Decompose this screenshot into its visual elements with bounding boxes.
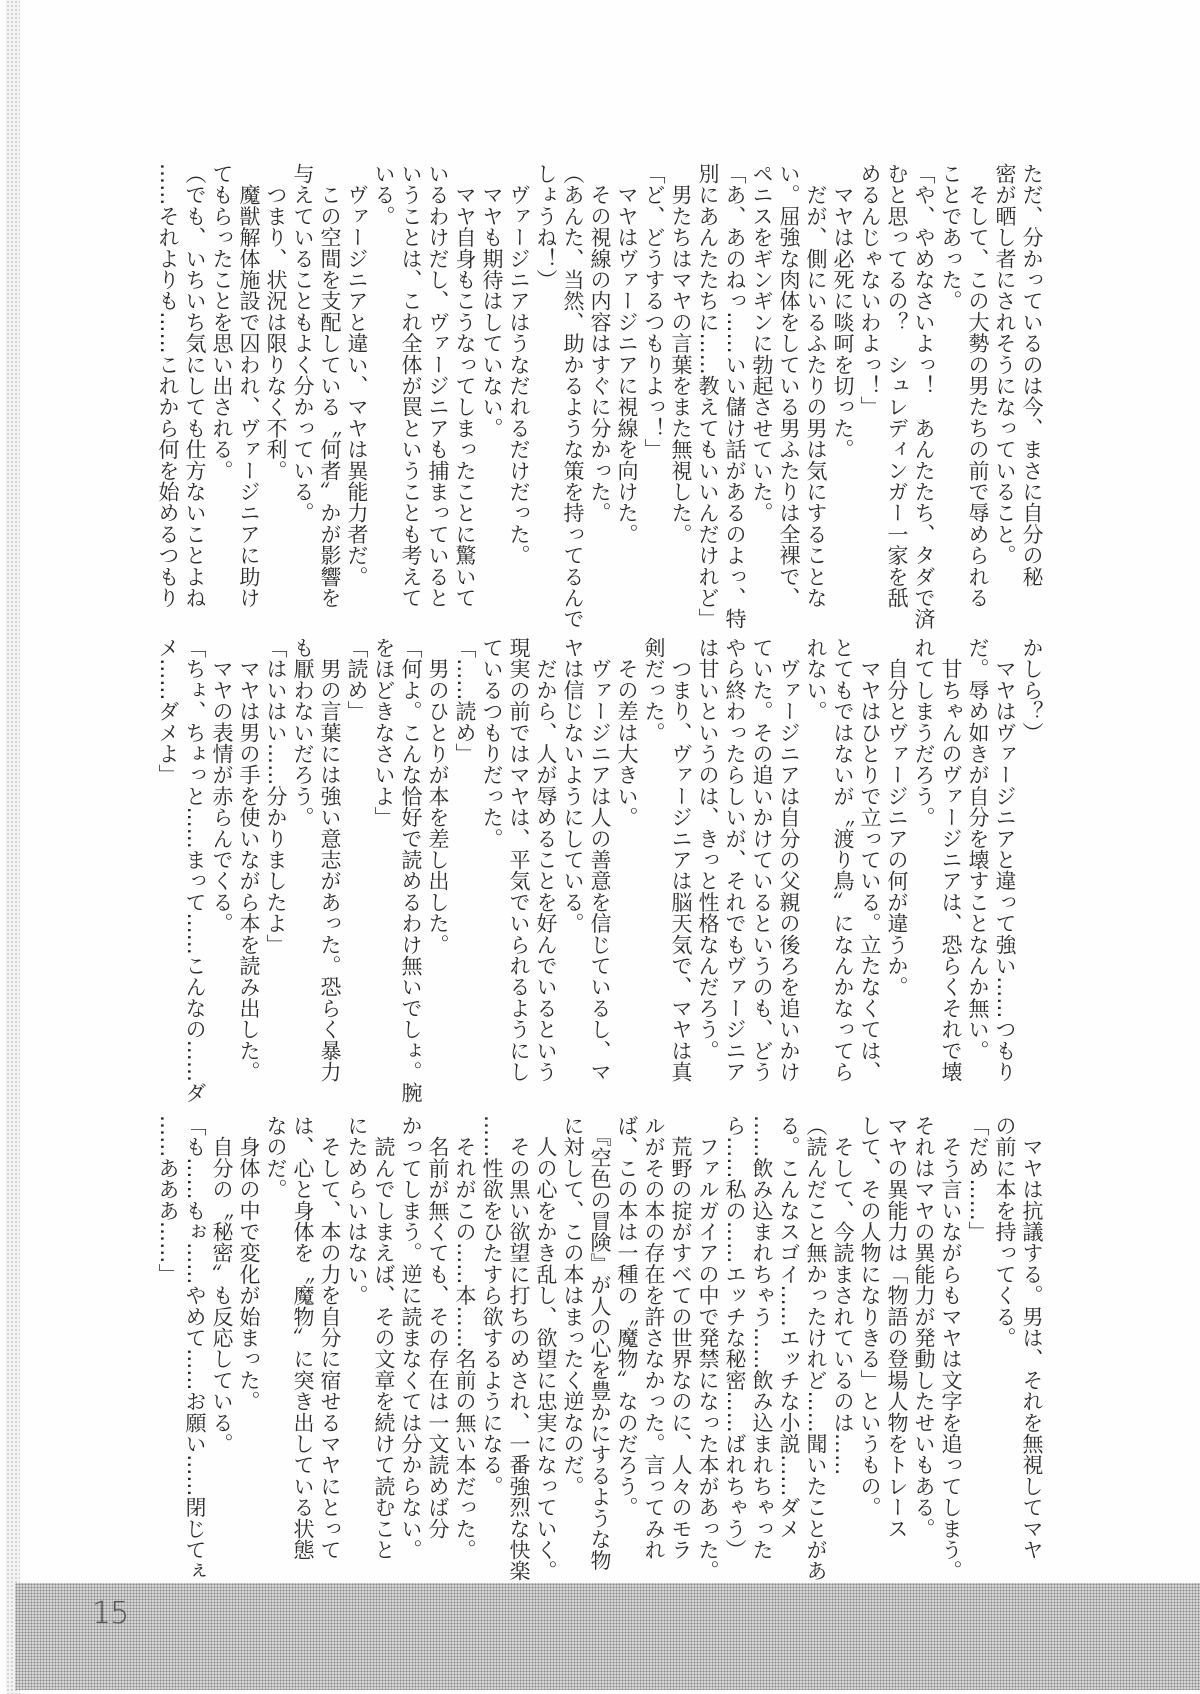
text-column: むと思ってるの？ シュレディンガー一家を舐 [885,163,909,609]
text-column: は甘いというのは、きっと性格なんだろう。 [696,637,720,1061]
text-column: 『空色の冒険』が人の心を豊かにするような物 [588,1115,612,1571]
text-column: ば、この本は一種の〝魔物〟なのだろう。 [615,1115,639,1518]
text-column: も厭わないだろう。 [291,637,315,828]
page-number: 15 [92,1596,129,1631]
text-column: 密が晒し者にされそうになっていること。 [993,163,1017,566]
text-column: ……それよりも……これから何を始めるつもり [156,163,180,609]
text-column: （読んだこと無かったけれど……聞いたことがあ [804,1115,828,1582]
text-column: 「何よ。こんな恰好で読めるわけ無いでしょ。腕 [399,637,423,1104]
text-column: だ。辱め如きが自分を壊すことなんか無い。 [966,637,990,1061]
text-column: ただ、分かっているのは今、まさに自分の秘 [1020,163,1044,587]
text-column: 剣だった。 [642,637,666,743]
text-column: その視線の内容はすぐに分かった。 [588,163,612,524]
text-column: ら……私の……エッチな秘密……ばれちゃう） [723,1115,747,1561]
text-column: をほどきなさいよ」 [372,637,396,828]
text-column: マヤは抗議する。男は、それを無視してマヤ [1020,1115,1044,1561]
text-column: ヤは信じないようにしている。 [561,637,585,934]
text-column: だから、人が辱めることを好んでいるという [534,637,558,1083]
text-column: 与えていることもよく分かっている。 [291,163,315,524]
text-column: 「……読め」 [453,637,477,765]
text-block-bottom [154,1115,1045,1582]
text-column: この空間を支配している〝何者〟かが影響を [318,163,342,609]
text-column: ヴァージニアと違い、マヤは異能力者だ。 [345,163,369,587]
text-column: マヤはヴァージニアと違って強い……つもり [993,637,1017,1083]
text-column: いるわけだし、ヴァージニアも捕まっていると [426,163,450,609]
text-column: の前に本を持ってくる。 [993,1115,1017,1349]
text-column: 人の心をかき乱し、欲望に忠実になっていく。 [534,1115,558,1582]
text-column: そう言いながらもマヤは文字を追ってしまう。 [939,1115,963,1582]
text-column: だが、側にいるふたりの男は気にすることな [804,163,828,609]
text-column: 身体の中で変化が始まった。 [237,1115,261,1412]
text-column: 魔獣解体施設で囚われ、ヴァージニアに助け [237,163,261,609]
text-block-middle [154,637,1045,1104]
text-column: して、その人物になりきる」というもの。 [858,1115,882,1518]
text-column: マヤは男の手を使いながら本を読み出した。 [237,637,261,1083]
text-column: 「読め」 [345,637,369,722]
text-column: マヤはひとりで立っている。立たなくては、 [858,637,882,1083]
text-column: てもらったことを思い出される。 [210,163,234,481]
text-column: 別にあんたたちに……教えてもいいんだけれど」 [696,163,720,630]
text-column: 「ど、どうするつもりよっ！」 [642,163,666,460]
text-column: それはマヤの異能力が発動したせいもある。 [912,1115,936,1539]
text-column: マヤの表情が赤らんでくる。 [210,637,234,934]
text-column: つまり、状況は限りなく不利。 [264,163,288,481]
text-column: 男たちはマヤの言葉をまた無視した。 [669,163,693,545]
text-column: 名前が無くても、その存在は一文読めば分 [426,1115,450,1539]
text-column: 自分とヴァージニアの何が違うか。 [885,637,909,998]
text-column: マヤの異能力は「物語の登場人物をトレース [885,1115,909,1539]
footer-screentone-band [15,1583,1200,1690]
text-column: にためらいはない。 [345,1115,369,1306]
text-column: に対して、この本はまったく逆なのだ。 [561,1115,585,1497]
text-column: 「ちょ、ちょっと……まって……こんなの……ダ [183,637,207,1104]
text-column: （でも、いちいち気にしても仕方ないことよね [183,163,207,609]
text-column: ヴァージニアは人の善意を信じているし、マ [588,637,612,1083]
text-column: メ……ダメよ」 [156,637,180,786]
text-column: ヴァージニアはうなだれるだけだった。 [507,163,531,566]
text-column: （あんた、当然、助かるような策を持ってるんで [561,163,585,630]
text-column: ペニスをギンギンに勃起させていた。 [750,163,774,524]
text-column: 「はいはい……分かりましたよ」 [264,637,288,955]
text-column: ことであった。 [939,163,963,312]
text-block-top [154,163,1045,630]
text-column: マヤはヴァージニアに視線を向けた。 [615,163,639,545]
text-column: いうことは、これ全体が罠ということも考えて [399,163,423,609]
text-column: めるんじゃないわよっ！」 [858,163,882,418]
text-column: マヤは必死に啖呵を切った。 [831,163,855,460]
text-column: は、心と身体を〝魔物〟に突き出している状態 [291,1115,315,1561]
text-column: なのだ。 [264,1115,288,1200]
text-column: 自分の〝秘密〟も反応している。 [210,1115,234,1455]
text-column: ……飲み込まれちゃう……飲み込まれちゃった [750,1115,774,1561]
text-column: 「だめ……」 [966,1115,990,1243]
text-column: 「も……もぉ……やめて……お願い……閉じてぇ [183,1115,207,1582]
text-column: その黒い欲望に打ちのめされ、一番強烈な快楽 [507,1115,531,1582]
text-column: 「あ、あのねっ……いい儲け話があるのよっ、特 [723,163,747,630]
text-column: とてもではないが〝渡り鳥〟になんかなってら [831,637,855,1083]
text-column: そして、本の力を自分に宿せるマヤにとって [318,1115,342,1561]
text-column: 読んでしまえば、その文章を続けて読むこと [372,1115,396,1561]
text-column: 男のひとりが本を差し出した。 [426,637,450,955]
text-column: それがこの……本……名前の無い本だった。 [453,1115,477,1561]
text-column: れない。 [804,637,828,722]
text-column: 甘ちゃんのヴァージニアは、恐らくそれで壊 [939,637,963,1083]
text-column: しょうね！） [534,163,558,291]
text-column: マヤ自身もこうなってしまったことに驚いて [453,163,477,609]
text-column: ヴァージニアは自分の父親の後ろを追いかけ [777,637,801,1083]
text-column: い。屈強な肉体をしている男ふたりは全裸で、 [777,163,801,609]
text-column: つまり、ヴァージニアは脳天気で、マヤは真 [669,637,693,1083]
text-column: 現実の前ではマヤは、平気でいられるようにし [507,637,531,1083]
text-column: ……性欲をひたすら欲するようになる。 [480,1115,504,1497]
text-column: マヤも期待はしていない。 [480,163,504,439]
text-column: 荒野の掟がすべての世界なのに、人々のモラ [669,1115,693,1561]
text-column: いる。 [372,163,396,227]
text-column: かしら？） [1020,637,1044,743]
text-column: やら終わったらしいが、それでもヴァージニア [723,637,747,1083]
text-column: ファルガイアの中で発禁になった本があった。 [696,1115,720,1582]
text-column: かってしまう。逆に読まなくては分からない。 [399,1115,423,1561]
text-column: る。こんなスゴイ……エッチな小説……ダメ [777,1115,801,1539]
text-column: そして、この大勢の男たちの前で辱められる [966,163,990,609]
text-column: そして、今読まされているのは…… [831,1115,855,1476]
text-column: ……あああ……」 [156,1115,180,1285]
text-column: れてしまうだろう。 [912,637,936,828]
text-column: 男の言葉には強い意志があった。恐らく暴力 [318,637,342,1083]
text-column: ているつもりだった。 [480,637,504,849]
text-column: ていた。その追いかけているというのも、どう [750,637,774,1083]
text-column: その差は大きい。 [615,637,639,828]
text-column: ルがその本の存在を許さなかった。言ってみれ [642,1115,666,1561]
page-edge-strip [6,0,20,1694]
text-column: 「や、やめなさいよっ！ あんたたち、タダで済 [912,163,936,630]
